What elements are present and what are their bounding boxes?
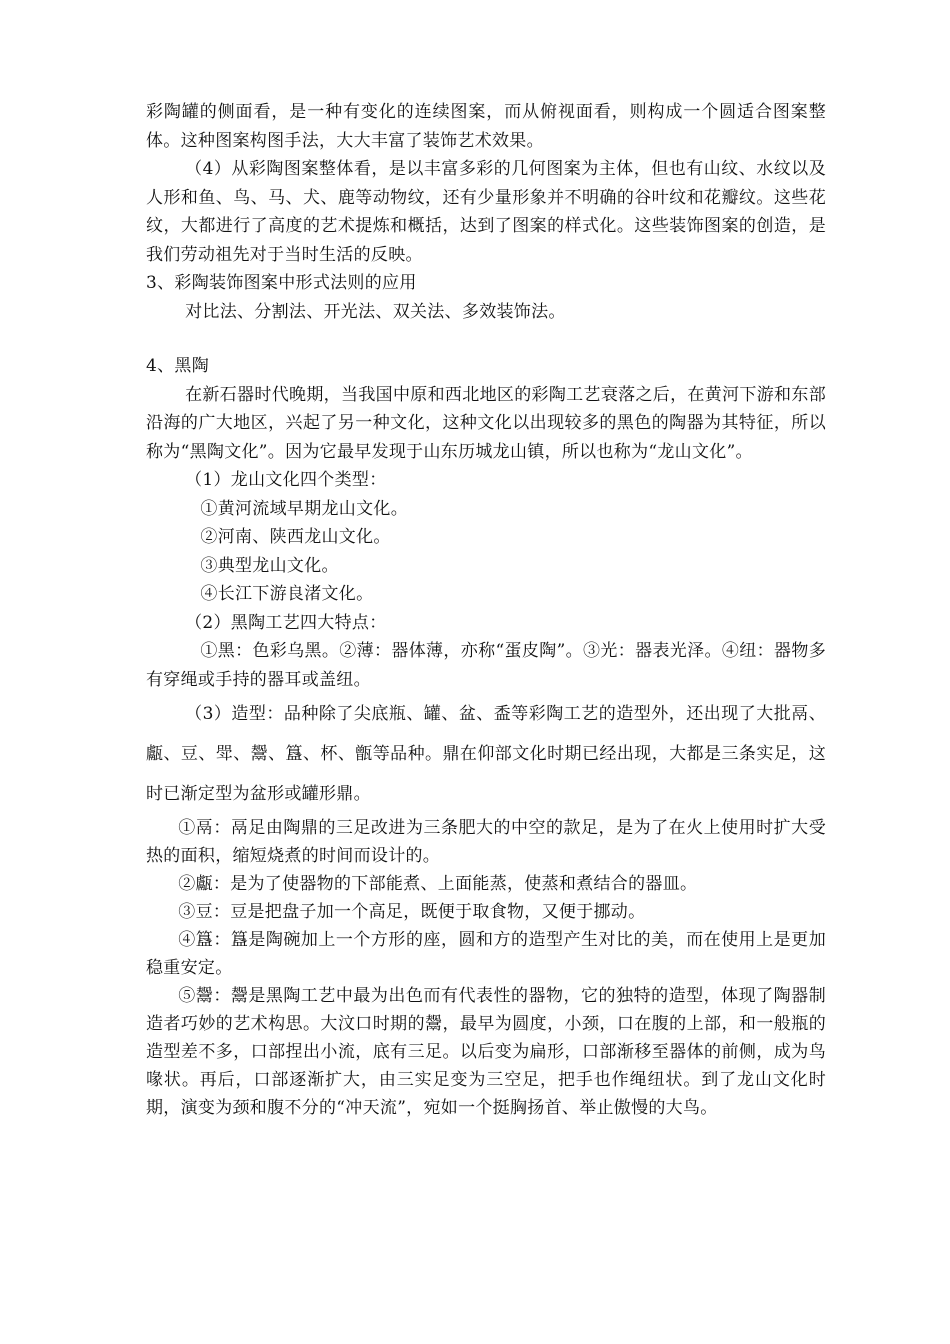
paragraph-li-vessel: ①鬲：鬲足由陶鼎的三足改进为三条肥大的中空的款足，是为了在火上使用时扩大受热的面积，缩短烧煮的时间而设计的。 [146,818,826,866]
document-body [146,98,826,1122]
section-heading-4: 4、黑陶 [146,356,210,376]
list-item-type-3: ③典型龙山文化。 [200,555,339,576]
paragraph-black-pottery-intro: 在新石器时代晚期，当我国中原和西北地区的彩陶工艺衰落之后，在黄河下游和东部沿海的广大地区，兴起了另一种文化，这种文化以出现较多的黑色的陶器为其特征，所以称为“黑陶文化”。因为它最早发现于山东历城龙山镇，所以也称为“龙山文化”。 [146,384,826,462]
paragraph-painted-pottery-view: 彩陶罐的侧面看，是一种有变化的连续图案，而从俯视面看，则构成一个圆适合图案整体。这种图案构图手法，大大丰富了装饰艺术效果。 [146,102,826,151]
paragraph-dou-vessel: ③豆：豆是把盘子加一个高足，既便于取食物，又便于挪动。 [178,902,646,922]
paragraph-gui-vessel: ④簋：簋是陶碗加上一个方形的座，圆和方的造型产生对比的美，而在使用上是更加稳重安定。 [146,930,826,978]
subheading-longshan-types: （1）龙山文化四个类型： [185,470,387,490]
section-heading-3: 3、彩陶装饰图案中形式法则的应用 [146,273,417,293]
list-item-type-4: ④长江下游良渚文化。 [200,584,374,604]
paragraph-pattern-overview: （4）从彩陶图案整体看，是以丰富多彩的几何图案为主体，但也有山纹、水纹以及人形和鱼、鸟、马、犬、鹿等动物纹，还有少量形象并不明确的谷叶纹和花瓣纹。这些花纹，大都进行了高度的艺术提炼和概括，达到了图案的样式化。这些装饰图案的创造，是我们劳动祖先对于当时生活的反映。 [146,159,826,265]
list-item-type-1: ①黄河流域早期龙山文化。 [200,498,408,519]
paragraph-gui-pitcher: ⑤鬶：鬶是黑陶工艺中最为出色而有代表性的器物，它的独特的造型，体现了陶器制造者巧妙的艺术构思。大汶口时期的鬶，最早为圆度，小颈，口在腹的上部，和一般瓶的造型差不多，口部捏出小流，底有三足。以后变为扁形，口部渐移至器体的前侧，成为鸟喙状。再后，口部逐渐扩大，由三实足变为三空足，把手也作绳纽状。到了龙山文化时期，演变为颈和腹不分的“冲天流”，宛如一个挺胸扬首、举止傲慢的大鸟。 [146,986,826,1118]
paragraph-shapes: （3）造型：品种除了尖底瓶、罐、盆、盉等彩陶工艺的造型外，还出现了大批鬲、甗、豆、斝、鬶、簋、杯、甑等品种。鼎在仰部文化时期已经出现，大都是三条实足，这时已渐定型为盆形或罐形鼎。 [146,704,826,804]
paragraph-methods: 对比法、分割法、开光法、双关法、多效装饰法。 [185,301,566,322]
paragraph-four-features: ①黑：色彩乌黑。②薄：器体薄，亦称“蛋皮陶”。③光：器表光泽。④纽：器物多有穿绳或手持的器耳或盖纽。 [146,641,826,690]
subheading-four-features: （2）黑陶工艺四大特点： [185,612,387,633]
paragraph-yan-vessel: ②甗：是为了使器物的下部能煮、上面能蒸，使蒸和煮结合的器皿。 [178,874,698,894]
list-item-type-2: ②河南、陕西龙山文化。 [200,527,391,547]
